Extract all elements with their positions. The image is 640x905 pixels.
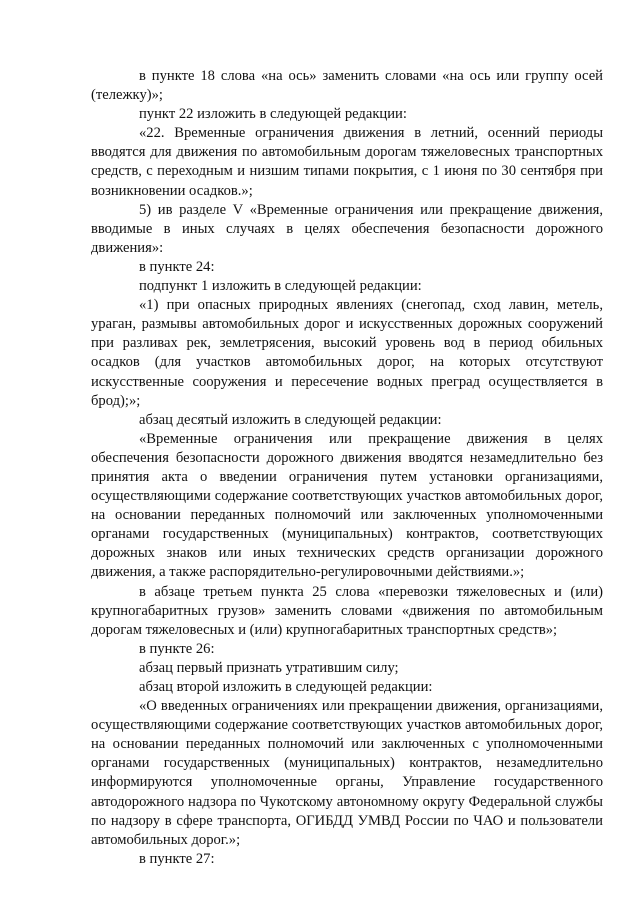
document-body <box>91 67 603 869</box>
paragraph-item-18-amendment: в пункте 18 слова «на ось» заменить словами «на ось или группу осей (тележку)»; <box>91 68 603 104</box>
paragraph-item-27: в пункте 27: <box>139 850 215 867</box>
paragraph-subitem-1-text: «1) при опасных природных явлениях (снегопад, сход лавин, метель, ураган, размывы автомобильных дорог и искусственных дорожных сооружений при разливах рек, землетрясения, высокий уровень вод в период обильных осадков (для участков автомобильных дорог, на которых отсутствуют искусственные сооружения и пересечение водных преград осуществляется в брод);»; <box>91 297 603 409</box>
paragraph-second-heading: абзац второй изложить в следующей редакции: <box>139 679 433 695</box>
paragraph-item-22-heading: пункт 22 изложить в следующей редакции: <box>139 106 407 123</box>
paragraph-tenth-heading: абзац десятый изложить в следующей редакции: <box>139 411 442 428</box>
paragraph-subitem-1-heading: подпункт 1 изложить в следующей редакции: <box>139 278 422 295</box>
paragraph-first-invalid: абзац первый признать утратившим силу; <box>139 659 399 676</box>
paragraph-tenth-text: «Временные ограничения или прекращение движения в целях обеспечения безопасности дорожного движения вводятся незамедлительно без принятия акта о введении ограничения путем установки организациями, осуществляющими содержание соответствующих участков автомобильных дорог, на основании переданных полномочий или заключенных уполномоченными органами государственных (муниципальных) контрактов, соответствующих дорожных знаков или иных технических средств организации дорожного движения, а также распорядительно-регулировочными действиями.»; <box>91 430 603 581</box>
paragraph-item-26: в пункте 26: <box>139 640 215 657</box>
paragraph-second-text: «О введенных ограничениях или прекращении движения, организациями, осуществляющими содержание соответствующих участков автомобильных дорог, на основании переданных полномочий или заключенных с уполномоченными органами государственных (муниципальных) контрактов, незамедлительно информируются уполномоченные органы, Управление государственного автодорожного надзора по Чукотскому автономному округу Федеральной службы по надзору в сфере транспорта, ОГИБДД УМВД России по ЧАО и пользователи автомобильных дорог.»; <box>91 698 603 848</box>
paragraph-item-24: в пункте 24: <box>139 258 215 275</box>
paragraph-item-22-text: «22. Временные ограничения движения в летний, осенний периоды вводятся для движения по автомобильным дорогам тяжеловесных транспортных средств, с переходным и низшим типами покрытия, с 1 июня по 30 сентября при возникновении осадков.»; <box>91 125 603 199</box>
paragraph-item-25: в абзаце третьем пункта 25 слова «перевозки тяжеловесных и (или) крупногабаритных грузов» заменить словами «движения по автомобильным дорогам тяжеловесных и (или) крупногабаритных транспортных средств»; <box>91 583 603 638</box>
paragraph-section-v: 5) ив разделе V «Временные ограничения или прекращение движения, вводимые в иных случаях в целях обеспечения безопасности дорожного движения»: <box>91 201 603 256</box>
